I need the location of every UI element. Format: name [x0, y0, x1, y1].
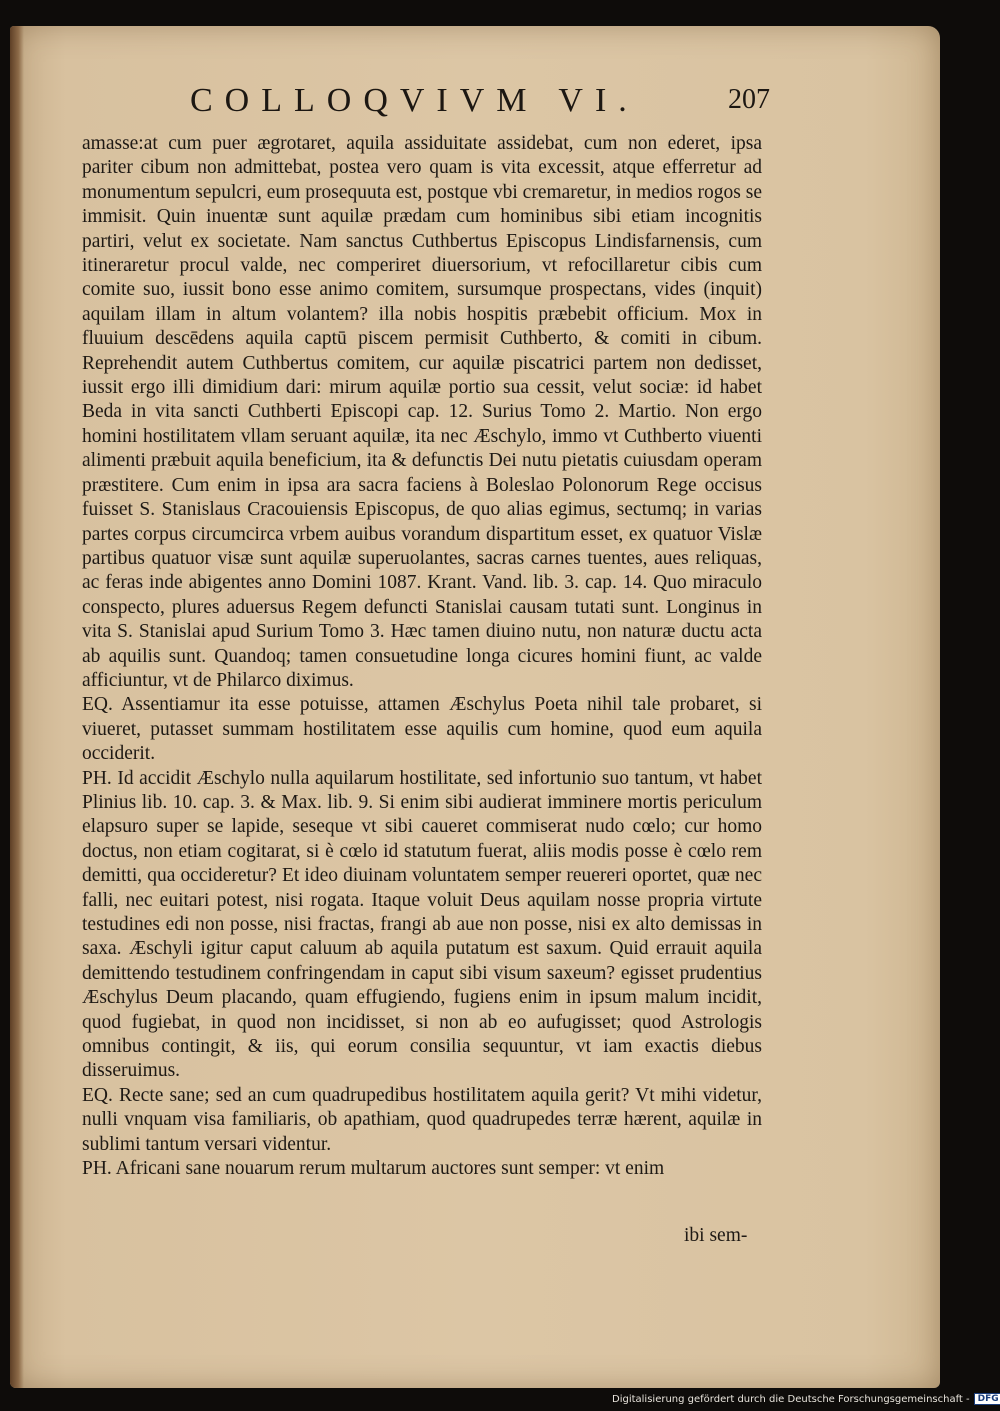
dfg-logo: DFG — [974, 1393, 1000, 1405]
running-head — [190, 82, 770, 126]
body-text — [82, 132, 762, 1181]
page-number: 207 — [728, 84, 770, 115]
paragraph-1 — [82, 132, 762, 693]
paragraph-1-text: amasse:at cum puer ægrotaret, aquila assiduitate assidebat, cum non ederet, ipsa pariter cibum non admittebat, postea vero quam is vita excessit, atque efferretur ad monumentum sepulcri, eum prosequuta est, postque vbi cremaretur, in medios rogos se immisit. Quin inuentæ sunt aquilæ prædam cum hominibus sibi etiam incognitis partiri, velut ex societate. Nam sanctus Cuthbertus Episcopus Lindisfarnensis, cum itineraretur procul valde, nec comperiret diuersorium, vt refocillaretur cibis cum comite suo, iussit bono esse animo comitem, sursumque prospectans, vides (inquit) aquilam illam in altum volantem? illa nobis hospitis præbebit officium. Mox in fluuium descēdens aquila captū piscem permisit Cuthberto, & comiti in cibum. Reprehendit autem Cuthbertus comitem, cur aquilæ piscatrici partem non dedisset, iussit ergo illi dimidium dari: mirum aquilæ portio sua cessit, velut sociæ: id habet Beda in vita sancti Cuthberti Episcopi cap. 12. Surius Tomo 2. Martio. Non ergo homini hostilitatem vllam seruant aquilæ, ita nec Æschylo, immo vt Cuthberto viuenti alimenti præbuit aquila beneficium, ita & defunctis Dei nutu pietatis cuiusdam operam præstitere. Cum enim in ipsa ara sacra faciens à Boleslao Polonorum Rege occisus fuisset S. Stanislaus Cracouiensis Episcopus, de quo alias egimus, sectumq; in varias partes corpus circumcirca vrbem auibus vorandum dispartitum esset, ex quatuor Vislæ partibus quatuor visæ sunt aquilæ superuolantes, sacras carnes tuentes, aues reliquas, ac feras inde abigentes anno Domini 1087. Krant. Vand. lib. 3. cap. 14. Quo miraculo conspecto, plures aduersus Regem defuncti Stanislai causam tutati sunt. Longinus in vita S. Stanislai apud Surium Tomo 3. Hæc tamen diuino nutu, non naturæ ductu acta ab aquilis sunt. Quandoq; tamen consuetudine longa cicures homini fiunt, ac valde afficiuntur, vt de Philarco diximus. — [82, 133, 762, 691]
speaker-label-ph: PH. — [82, 767, 112, 789]
speaker-label-eq: EQ. — [82, 694, 113, 716]
paragraph-3 — [82, 767, 762, 1084]
paragraph-5 — [82, 1157, 762, 1181]
speaker-label-ph: PH. — [82, 1158, 112, 1180]
footer-credit: Digitalisierung gefördert durch die Deutsche Forschungsgemeinschaft - — [612, 1394, 970, 1405]
digitization-footer — [612, 1393, 999, 1409]
catchword: ibi sem- — [684, 1225, 748, 1246]
paragraph-5-text: Africani sane nouarum rerum multarum auctores sunt semper: vt enim — [115, 1158, 665, 1180]
page-binding-edge — [10, 26, 24, 1388]
speaker-label-eq: EQ. — [82, 1084, 113, 1106]
paragraph-4 — [82, 1084, 762, 1157]
paragraph-2-text: Assentiamur ita esse potuisse, attamen Æschylus Poeta nihil tale probaret, si viueret, putasset summam hostilitatem esse aquilis cum homine, quod eum aquila occiderit. — [82, 694, 762, 765]
running-title: COLLOQVIVM VI. — [190, 82, 639, 119]
paragraph-2 — [82, 693, 762, 766]
paragraph-3-text: Id accidit Æschylo nulla aquilarum hostilitate, sed infortunio suo tantum, vt habet Plinius lib. 10. cap. 3. & Max. lib. 9. Si enim sibi audierat imminere mortis periculum elapsuro super se lapide, seseque vt sibi caueret commiserat nudo cœlo; cur homo doctus, non etiam cogitarat, si è cœlo id statutum fuerat, aliis modis posse è cœlo rem demitti, qua occideretur? Et ideo diuinam voluntatem semper reuereri oportet, quæ nec falli, nec euitari potest, nisi rogata. Itaque voluit Deus aquilam nosse propria virtute testudines edi non posse, nisi fractas, frangi ab aue non posse, nisi ex alto demissas in saxa. Æschyli igitur caput caluum ab aquila putatum est saxum. Quid errauit aquila demittendo testudinem confringendam in caput sibi visum saxeum? egisset prudentius Æschylus Deum placando, quam effugiendo, fugiens enim in ipsum malum incidit, quod fugiebat, in quod non incidisset, si non ab eo aufugisset; quod Astrologis omnibus contingit, & iis, qui eorum consilia sequuntur, vt iam exactis diebus disseruimus. — [82, 767, 763, 1082]
paragraph-4-text: Recte sane; sed an cum quadrupedibus hostilitatem aquila gerit? Vt mihi videtur, nulli vnquam visa familiaris, ob apathiam, quod quadrupedes terræ hærent, aquilæ in sublimi tantum versari videntur. — [82, 1084, 763, 1155]
